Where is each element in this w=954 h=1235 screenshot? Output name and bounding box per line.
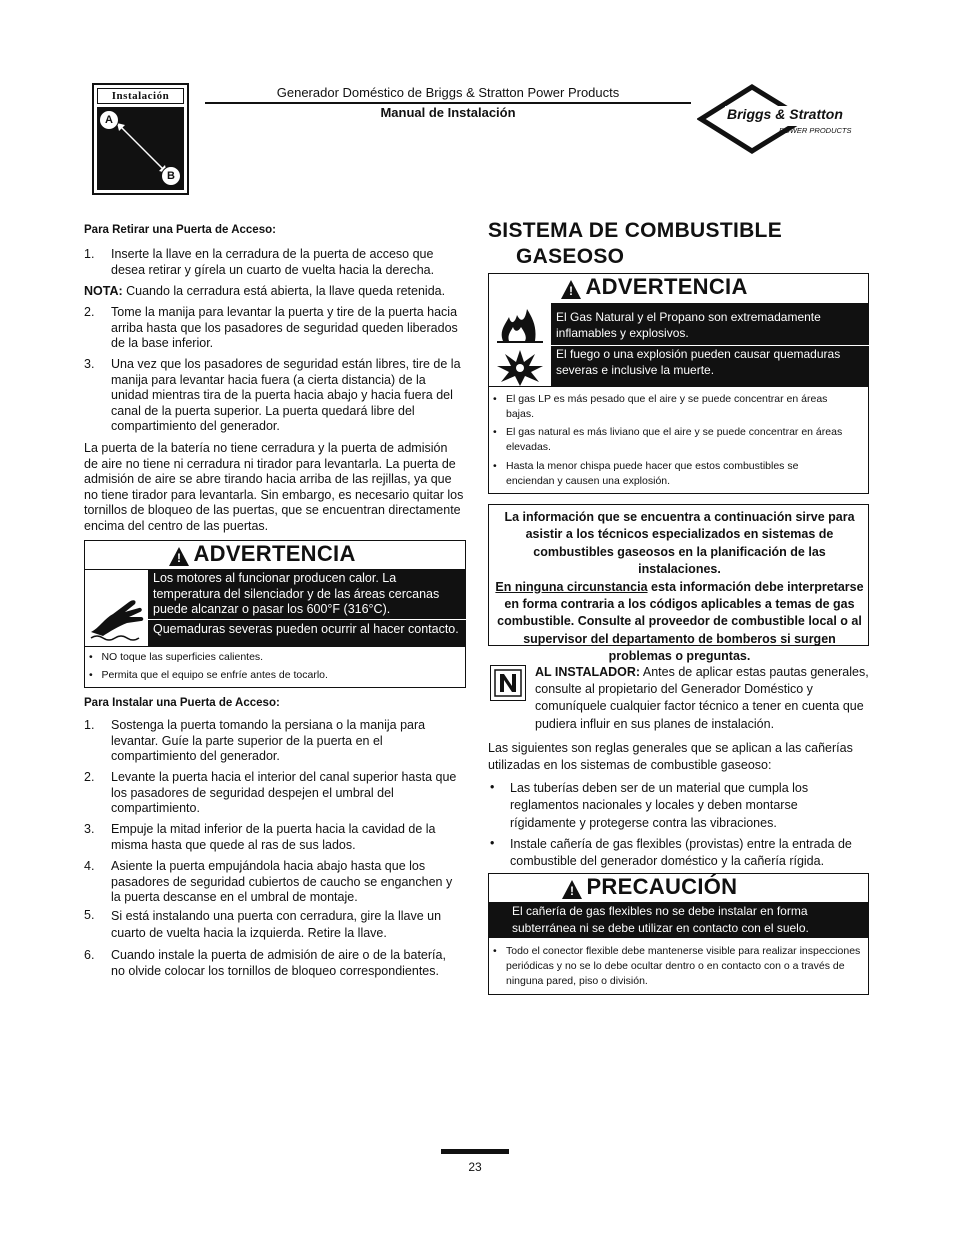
install-step-number: 6. xyxy=(84,948,95,962)
page-number: 23 xyxy=(468,1160,482,1174)
remove-door-heading: Para Retirar una Puerta de Acceso: xyxy=(84,224,276,236)
remove-step: Inserte la llave en la cerradura de la puerta de acceso que desea retirar y gírela un cuarto de vuelta hacia la derecha. xyxy=(111,247,435,277)
briggs-stratton-logo xyxy=(697,84,867,154)
warning-bullet: • NO toque las superficies calientes. xyxy=(89,651,264,663)
caution-title: PRECAUCIÓN xyxy=(586,874,738,899)
gas-warning-box xyxy=(488,273,869,494)
info-intro: La información que se encuentra a continuación sirve para asistir a los técnicos especializados en sistemas de combustibles gaseosos en la planificación de las instalaciones. xyxy=(504,510,855,577)
install-step: Asiente la puerta empujándola hacia abajo hasta que los pasadores de seguridad cubiertos de caucho se enganchen y la puerta descanse en el umbral de montaje. xyxy=(111,859,453,905)
caution-triangle-icon: ! xyxy=(562,880,582,899)
caution-heading xyxy=(562,874,737,900)
install-step-number: 1. xyxy=(84,718,95,732)
document-subtitle: Manual de Instalación xyxy=(380,105,516,120)
heat-warning-box xyxy=(84,540,466,688)
technician-info-box xyxy=(488,504,869,664)
caution-hazard-text: El cañería de gas flexibles no se debe instalar en forma subterránea ni se debe utilizar en contacto con el suelo. xyxy=(512,904,809,935)
flame-icon xyxy=(489,303,551,344)
remove-step: Una vez que los pasadores de seguridad están libres, tire de la manija para levantar hacia fuera (a cierta distancia) de la unidad mientras tira de la puerta hacia abajo y hacia fuera del canal de la puerta superior. La puerta quedará libre del compartimiento del generador. xyxy=(111,357,461,434)
remove-step-number: 1. xyxy=(84,247,95,261)
section-title-line-2: GASEOSO xyxy=(516,245,625,268)
installer-label: AL INSTALADOR: xyxy=(535,665,641,679)
install-step: Cuando instale la puerta de admisión de aire o de la batería, no olvide colocar los tornillos de bloqueo correspondientes. xyxy=(111,948,446,978)
note-line xyxy=(84,284,464,300)
warning-triangle-icon: ! xyxy=(169,547,189,566)
divider xyxy=(85,646,465,647)
warning-title: ADVERTENCIA xyxy=(585,274,748,299)
installation-badge xyxy=(92,83,189,195)
installation-badge-diagram xyxy=(97,107,184,190)
divider xyxy=(148,619,466,620)
remove-step-number: 3. xyxy=(84,357,95,371)
burn-hazard-text: Quemaduras severas pueden ocurrir al hacer contacto. xyxy=(153,622,459,636)
section-title xyxy=(488,218,782,270)
flammable-hazard-text: El Gas Natural y el Propano son extremadamente inflamables y explosivos. xyxy=(556,310,821,340)
install-step-number: 4. xyxy=(84,859,95,873)
rule-item: Instale cañería de gas flexibles (provistas) entre la entrada de combustible del generador doméstico y la cañería rígida. xyxy=(510,837,852,869)
remove-step-number: 2. xyxy=(84,305,95,319)
caution-box xyxy=(488,873,869,995)
hand-burn-icon xyxy=(85,570,148,646)
caution-hazard-panel xyxy=(489,902,868,938)
rule-bullet-mark: • xyxy=(490,780,495,794)
install-step-number: 2. xyxy=(84,770,95,784)
fire-icon xyxy=(489,303,551,344)
warning-bullet: • Hasta la menor chispa puede hacer que estos combustibles se enciendan y causen una explosión. xyxy=(493,460,799,487)
installer-text: Antes de aplicar estas pautas generales, consulte al propietario del Generador Doméstico y comuníquele cualquier factor técnico a tener en cuenta que pudiera influir en sus planes de instalación. xyxy=(535,665,869,731)
explosion-burst-icon xyxy=(489,346,551,386)
heat-hazard-text: Los motores al funcionar producen calor. La temperatura del silenciador y de las áreas cercanas puede alcanzar o pasar los 600°F (316°C). xyxy=(153,571,440,617)
hot-surface-hand-icon xyxy=(85,570,148,646)
info-emphasis: En ninguna circunstancia xyxy=(495,579,648,594)
rule-bullet-mark: • xyxy=(490,836,495,850)
logo-tagline: POWER PRODUCTS xyxy=(779,126,852,135)
heat-hazard-panel xyxy=(148,570,466,646)
warning-bullet: • Permita que el equipo se enfríe antes de tocarlo. xyxy=(89,669,328,681)
info-body xyxy=(489,579,870,666)
divider xyxy=(489,386,868,387)
explosion-icon xyxy=(489,346,551,386)
install-door-heading: Para Instalar una Puerta de Acceso: xyxy=(84,697,280,709)
point-a-label: A xyxy=(99,110,119,130)
document-title: Generador Doméstico de Briggs & Stratton Power Products xyxy=(276,85,620,100)
install-step-number: 5. xyxy=(84,908,95,922)
install-step: Levante la puerta hacia el interior del canal superior hasta que los pasadores de seguridad despejen el umbral del compartimiento. xyxy=(111,770,457,816)
info-rest: esta información debe interpretarse en forma contraria a los códigos aplicables a temas de gas combustible. Consulte al proveedor de combustible local o al supervisor del departamento de bomberos si surgen problemas o preguntas. xyxy=(497,579,864,664)
warning-bullet: • El gas natural es más liviano que el aire y se puede concentrar en áreas elevadas. xyxy=(493,426,843,453)
point-b-label: B xyxy=(161,166,181,186)
warning-title: ADVERTENCIA xyxy=(193,541,356,566)
installer-manual-icon xyxy=(491,666,525,700)
install-step: Sostenga la puerta tomando la persiana o la manija para levantar. Guíe la parte superior de la puerta en el compartimiento del generador. xyxy=(111,718,426,764)
section-title-line-1: SISTEMA DE COMBUSTIBLE xyxy=(488,219,782,242)
install-step-number: 3. xyxy=(84,822,95,836)
warning-heading xyxy=(169,541,356,567)
footer-bar xyxy=(441,1149,509,1154)
note-text: Cuando la cerradura está abierta, la llave queda retenida. xyxy=(122,284,446,298)
install-step: Empuje la mitad inferior de la puerta hacia la cavidad de la misma hasta que quede al ras de sus lados. xyxy=(111,822,436,852)
caution-bullet: • Todo el conector flexible debe mantenerse visible para realizar inspecciones periódicas y no se lo debe ocultar dentro o en contacto con o a través de ninguna pared, piso o división. xyxy=(493,945,861,987)
installer-note-icon xyxy=(490,665,526,701)
technician-info-text xyxy=(489,509,870,666)
installer-note xyxy=(535,664,871,733)
battery-door-paragraph: La puerta de la batería no tiene cerradura y la puerta de admisión de aire no tiene ni cerradura ni tirador para levantarla. La puerta de admisión de aire se abre tirando hacia arriba de las rejillas, ya que no tiene tirador para levantarla. Sin embargo, es necesario quitar los tornillos de bloqueo de las puertas, que se encuentran directamente encima del centro de las puertas. xyxy=(84,441,464,533)
warning-triangle-icon: ! xyxy=(561,280,581,299)
rules-intro: Las siguientes son reglas generales que se aplican a las cañerías utilizadas en los sistemas de combustible gaseoso: xyxy=(488,741,853,773)
warning-heading xyxy=(561,274,748,300)
rule-item: Las tuberías deben ser de un material que cumpla los reglamentos nacionales y locales y deben montarse rígidamente y protegerse contra las vibraciones. xyxy=(510,781,809,830)
gas-hazard-panel xyxy=(551,303,869,386)
warning-bullet: • El gas LP es más pesado que el aire y se puede concentrar en áreas bajas. xyxy=(493,393,828,420)
logo-brand-text: Briggs & Stratton xyxy=(727,106,843,122)
installation-badge-label: Instalación xyxy=(97,88,184,104)
explosion-hazard-text: El fuego o una explosión pueden causar quemaduras severas e inclusive la muerte. xyxy=(556,347,841,377)
install-step: Si está instalando una puerta con cerradura, gire la llave un cuarto de vuelta hacia la izquierda. Retire la llave. xyxy=(111,909,442,940)
divider xyxy=(551,345,869,346)
header-rule xyxy=(205,102,691,104)
note-label: NOTA: xyxy=(84,284,123,298)
remove-step: Tome la manija para levantar la puerta y tire de la puerta hacia arriba hasta que los pasadores de seguridad queden liberados de la base inferior. xyxy=(111,305,458,351)
